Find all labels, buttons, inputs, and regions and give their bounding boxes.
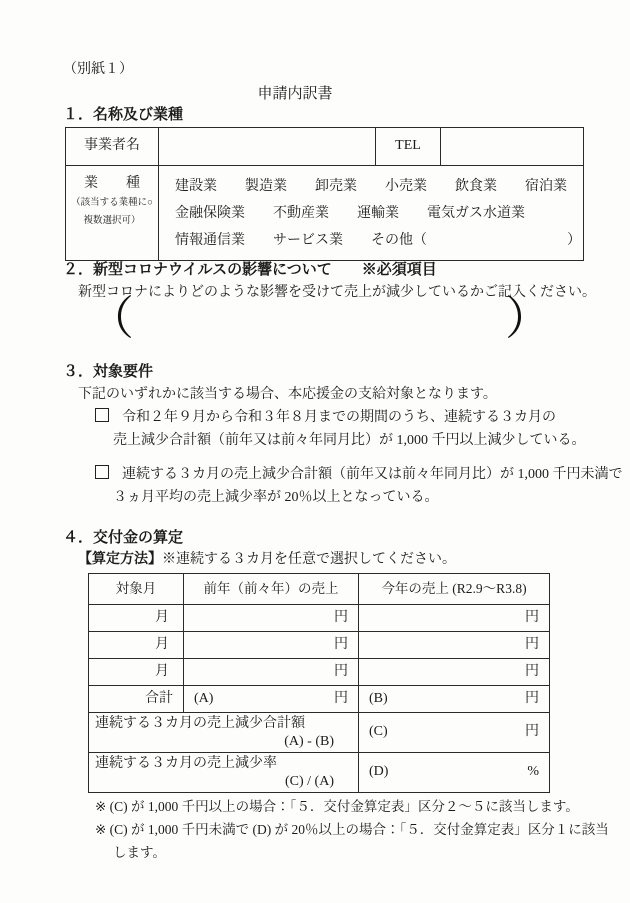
- yen-unit: 円: [334, 690, 348, 706]
- month-row-1: [89, 605, 550, 632]
- month-row-2: [89, 632, 550, 659]
- decrease-total-formula: (A) - (B): [284, 734, 334, 749]
- calc-method-label: 【算定方法】: [78, 552, 162, 567]
- header-current-year-sales: 今年の売上 (R2.9～R3.8): [359, 574, 550, 605]
- page-title: 申請内訳書: [257, 86, 333, 102]
- prev-sales-field-1[interactable]: 円: [184, 605, 359, 632]
- industry-options-cell[interactable]: [159, 166, 584, 261]
- table-header-row: [89, 574, 550, 605]
- code-d-label: (D): [369, 764, 389, 780]
- month-field-2[interactable]: 月: [89, 632, 184, 659]
- decrease-total-c-field[interactable]: [359, 713, 550, 753]
- total-label: 合計: [89, 686, 184, 713]
- prev-sales-field-2[interactable]: 円: [184, 632, 359, 659]
- tel-field[interactable]: [441, 128, 584, 166]
- header-target-month: 対象月: [89, 574, 184, 605]
- note-2-continued: します。: [113, 845, 166, 860]
- decrease-total-label-cell: [89, 713, 359, 753]
- requirement-1-text-line1: 令和２年９月から令和３年８月までの期間のうち、連続する３カ月の: [122, 410, 556, 425]
- current-sales-field-3[interactable]: 円: [359, 659, 550, 686]
- code-b-label: (B): [369, 690, 388, 706]
- answer-paren-close: ）: [505, 293, 551, 344]
- business-name-field[interactable]: [159, 128, 376, 166]
- code-c-label: (C): [369, 724, 388, 740]
- industry-options-line-3[interactable]: 情報通信業 サービス業 その他（ ）: [175, 233, 581, 248]
- note-1: ※ (C) が 1,000 千円以上の場合：「５．交付金算定表」区分２～５に該当します。: [95, 799, 579, 814]
- business-info-table: [65, 127, 584, 261]
- industry-options-line-1[interactable]: 建設業 製造業 卸売業 小売業 飲食業 宿泊業: [175, 179, 567, 194]
- answer-paren-open: （: [88, 293, 134, 344]
- decrease-rate-formula: (C) / (A): [285, 774, 334, 789]
- industry-note-2: 複数選択可）: [83, 216, 141, 227]
- current-sales-field-1[interactable]: 円: [359, 605, 550, 632]
- requirement-2-checkbox[interactable]: [95, 465, 109, 479]
- month-field-1[interactable]: 月: [89, 605, 184, 632]
- section2-heading: ２．新型コロナウイルスの影響について ※必須項目: [63, 262, 437, 278]
- prev-sales-field-3[interactable]: 円: [184, 659, 359, 686]
- section3-intro: 下記のいずれかに該当する場合、本応援金の支給対象となります。: [78, 387, 497, 402]
- code-a-label: (A): [194, 690, 214, 706]
- month-row-3: [89, 659, 550, 686]
- month-field-3[interactable]: 月: [89, 659, 184, 686]
- annex-label: （別紙１）: [63, 62, 133, 77]
- calc-method-line: [78, 550, 456, 570]
- business-name-label: 事業者名: [66, 128, 159, 166]
- requirement-2-text-line2: ３ヵ月平均の売上減少率が 20％以上となっている。: [113, 490, 439, 505]
- requirement-1-checkbox[interactable]: [95, 408, 109, 422]
- requirement-2-text-line1: 連続する３カ月の売上減少合計額（前年又は前々年同月比）が 1,000 千円未満で: [122, 467, 623, 482]
- calc-method-note: ※連続する３カ月を任意で選択してください。: [162, 552, 456, 567]
- yen-unit: 円: [525, 724, 539, 740]
- total-a-field[interactable]: [184, 686, 359, 713]
- requirement-item-2: [95, 465, 623, 485]
- section4-heading: ４．交付金の算定: [63, 530, 184, 546]
- decrease-rate-label-cell: [89, 753, 359, 793]
- sales-decrease-rate-row: [89, 753, 550, 793]
- percent-unit: %: [527, 764, 539, 780]
- grant-calculation-table: [88, 573, 550, 793]
- total-row: [89, 686, 550, 713]
- note-2: ※ (C) が 1,000 千円未満で (D) が 20％以上の場合：「５．交付金算定表」区分１に該当: [95, 822, 609, 837]
- decrease-rate-label: 連続する３カ月の売上減少率: [95, 756, 277, 771]
- industry-label-cell: [66, 166, 159, 261]
- table-row: [66, 128, 584, 166]
- section2-description: 新型コロナによりどのような影響を受けて売上が減少しているかご記入ください。: [78, 285, 596, 300]
- decrease-rate-d-field[interactable]: [359, 753, 550, 793]
- requirement-item-1: [95, 408, 556, 428]
- current-sales-field-2[interactable]: 円: [359, 632, 550, 659]
- tel-label: TEL: [376, 128, 441, 166]
- yen-unit: 円: [525, 690, 539, 706]
- impact-answer-field[interactable]: [130, 300, 510, 340]
- industry-label: 業 種: [84, 176, 140, 191]
- industry-note-1: （該当する業種に○: [71, 198, 153, 209]
- header-previous-year-sales: 前年（前々年）の売上: [184, 574, 359, 605]
- section1-heading: １．名称及び業種: [63, 107, 184, 123]
- table-row: [66, 166, 584, 261]
- industry-options-line-2[interactable]: 金融保険業 不動産業 運輸業 電気ガス水道業: [175, 206, 525, 221]
- section3-heading: ３．対象要件: [63, 364, 154, 380]
- requirement-1-text-line2: 売上減少合計額（前年又は前々年同月比）が 1,000 千円以上減少している。: [113, 433, 586, 448]
- total-b-field[interactable]: [359, 686, 550, 713]
- sales-decrease-total-row: [89, 713, 550, 753]
- decrease-total-label: 連続する３カ月の売上減少合計額: [95, 716, 305, 731]
